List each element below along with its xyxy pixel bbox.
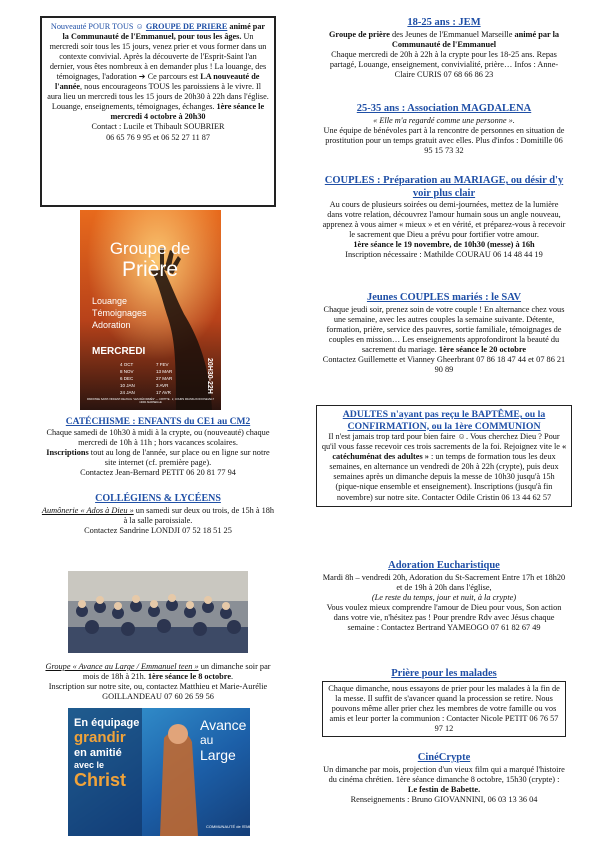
poster1-time: 20H30-22H [206, 358, 213, 394]
college-section: COLLÉGIENS & LYCÉENS Aumônerie « Ados à Dieu » un samedi sur deux ou trois, de 15h à 18h à la salle paroissiale. Contactez Sandrine LONDJI 07 52 18 51 25 [41, 493, 275, 535]
catechisme-section: CATÉCHISME : ENFANTS du CE1 au CM2 Chaque samedi de 10h30 à midi à la crypte, ou (nouveauté) chaque mercredi de 10h à 11h ; hors vacances scolaires. Inscriptions tout au long de l'année, sur place ou en ligne sur notre site internet (cf. première page). Contactez Jean-Bernard PETIT 06 20 81 77 94 [40, 417, 276, 478]
prayer-title: GROUPE DE PRIERE [145, 22, 228, 31]
svg-text:27 MAR: 27 MAR [156, 376, 173, 381]
poster2-left1: En équipage [74, 717, 140, 729]
svg-text:4 OCT: 4 OCT [120, 362, 134, 367]
prayer-phones: 06 65 76 9 95 et 06 52 27 11 87 [106, 132, 210, 142]
magdalena-title: 25-35 ans : Association MAGDALENA [356, 103, 532, 114]
youth-group-photo [68, 571, 248, 653]
poster1-line1: Groupe de [109, 239, 191, 258]
poster2-left5: Christ [74, 770, 127, 790]
poster1-item-3: Adoration [92, 320, 131, 330]
catechisme-title: CATÉCHISME : ENFANTS du CE1 au CM2 [65, 417, 251, 427]
avance-contact: Inscription sur notre site, ou, contactez Matthieu et Marie-Aurélie GOILLANDEAU 07 60 26 59 56 [48, 682, 268, 702]
svg-text:10 JAN: 10 JAN [120, 383, 135, 388]
cine-title: CinéCrypte [417, 752, 471, 763]
arrow-icon: ➔ [138, 72, 146, 82]
couples-section: COUPLES : Préparation au MARIAGE, ou désir d'y voir plus clair Au cours de plusieurs soirées ou demi-journées, mettez de la lumière dans votre relation, découvrez l'amour humain sous un angle nouveau, apprenez à vous aimer « mieux » et en vérité, et préparez-vous à recevoir le sacrement que Dieu a prévu pour fortifier votre amour. 1ère séance le 19 novembre, de 10h30 (messe) à 16h Inscription nécessaire : Mathilde COURAU 06 14 48 44 19 [322, 175, 566, 260]
poster1-line2: Prière [121, 258, 179, 281]
poster1-item-1: Louange [92, 296, 128, 306]
avance-au-large-poster [68, 708, 267, 836]
college-title: COLLÉGIENS & LYCÉENS [95, 493, 221, 504]
poster1-item-2: Témoignages [92, 308, 147, 318]
poster1-day: MERCREDI [92, 346, 146, 357]
jem-title: 18-25 ans : JEM [407, 17, 481, 28]
poster2-right2: au [200, 733, 214, 747]
svg-text:6 DEC: 6 DEC [120, 376, 134, 381]
svg-text:24 JAN: 24 JAN [120, 390, 135, 395]
prayer-group-box: Nouveauté POUR TOUS ☺ GROUPE DE PRIERE animé par la Communauté de l'Emmanuel, pour tous les âges. Un mercredi soir tous les 15 jours, venez prier et vous former dans un contexte convivial. Après la découverte de l'Esprit-Saint l'an dernier, vous êtes nombreux à en demander plus ! La louange, des témoignages, l'adoration ➔ Ce parcours est LA nouveauté de l'année, nous encourageons TOUS les paroissiens à le vivre. Il aura lieu un mercredi tous les 15 jours de 20h30 à 22h dans l'église. Louange, enseignements, témoignages, échanges. 1ère séance le mercredi 4 octobre à 20h30 Contact : Lucile et Thibault SOUBRIER 06 65 76 9 95 et 06 52 27 11 87 [40, 16, 276, 207]
magdalena-section: 25-35 ans : Association MAGDALENA « Elle m'a regardé comme une personne ». Une équipe de bénévoles part à la rencontre de personnes en situation de prostitution pour un temps gratuit avec elles. Plus d'infos : Domitille 06 95 15 73 32 [323, 103, 565, 155]
malades-title: Prière pour les malades [391, 668, 497, 679]
adultes-title: ADULTES n'ayant pas reçu le BAPTÊME, ou la CONFIRMATION, ou la 1ère COMMUNION [342, 409, 546, 432]
malades-box: Prière pour les malades Chaque dimanche, nous essayons de prier pour les malades à la fin de la messe. Il suffit de s'avancer quand la procession se retire. Nous pouvons même aller prier chez les membres de votre famille ou vos amis et leur porter la communion : Contacter Nicole PETIT 06 76 57 97 12 [318, 665, 570, 740]
sav-section: Jeunes COUPLES mariés : le SAV Chaque jeudi soir, prenez soin de votre couple ! En alternance chez vous une semaine, avec les autres couples la semaine suivante. Détente, formation, prière, service des pauvres, sortie familiale, témoignages de couples en mission… Les enseignements approfondiront la beauté du sacrement du mariage. 1ère séance le 20 octobre Contactez Guillemette et Vianney Gheerbrant 07 86 18 47 44 et 07 86 21 90 89 [322, 292, 566, 375]
couples-title: COUPLES : Préparation au MARIAGE, ou désir d'y voir plus clair [324, 175, 564, 199]
intro-label: Nouveauté POUR TOUS [50, 22, 134, 31]
adoration-section: Adoration Eucharistique Mardi 8h – vendredi 20h, Adoration du St-Sacrement Entre 17h et 18h20 et de 19h à 20h dans l'église, (Le reste du temps, jour et nuit, à la crypte) Vous voulez mieux comprendre l'amour de Dieu pour vous, Son action dans votre vie, n'hésitez pas ! Pour prendre Rdv avec Jésus chaque semaine : Contactez Bertrand YAMEOGO 07 61 82 67 49 [322, 560, 566, 632]
prayer-group-poster [80, 210, 221, 410]
poster2-left4: avec le [74, 760, 105, 770]
adoration-title: Adoration Eucharistique [388, 560, 500, 571]
poster2-footer: COMMUNAUTÉ de l'EMMANUEL [206, 824, 267, 829]
cinecrypte-section: CinéCrypte Un dimanche par mois, projection d'un vieux film qui a marqué l'histoire du cinéma chrétien. 1ère séance dimanche 8 octobre, 15h30 (crypte) : Le festin de Babette. Renseignements : Bruno GIOVANNINI, 06 03 13 36 04 [323, 752, 565, 804]
poster2-left3: en amitié [74, 747, 122, 759]
svg-text:3 AVR: 3 AVR [156, 383, 169, 388]
smile-icon: ☺ [135, 22, 144, 31]
svg-text:13 MAR: 13 MAR [156, 369, 173, 374]
prayer-contact: Contact : Lucile et Thibault SOUBRIER [91, 122, 225, 132]
prayer-body: Un mercredi soir tous les 15 jours, venez prier et vous former dans un contexte convivial. Après la découverte de l'Esprit-Saint l'an dernier, vous êtes nombreux à en demander plus ! La louange, des témoignages, l'adoration [49, 32, 267, 82]
sav-title: Jeunes COUPLES mariés : le SAV [366, 292, 522, 303]
svg-text:8 NOV: 8 NOV [120, 369, 134, 374]
svg-text:7 FEV: 7 FEV [156, 362, 169, 367]
poster2-right1: Avance [200, 717, 247, 733]
svg-text:17 AVR: 17 AVR [156, 390, 171, 395]
jem-section: 18-25 ans : JEM Groupe de prière des Jeunes de l'Emmanuel Marseille animé par la Communauté de l'Emmanuel Chaque mercredi de 20h à 22h à la crypte pour les 18-25 ans. Repas partagé, Louange, enseignement, convivialité, prière… Infos : Anne-Claire CURIS 07 68 66 86 23 [322, 17, 566, 80]
avance-au-large-section: Groupe « Avance au Large / Emmanuel teen » un dimanche soir par mois de 18h à 21h. 1ère séance le 8 octobre. Inscription sur notre site, ou, contactez Matthieu et Marie-Aurélie GOILLANDEAU 07 60 26 59 56 [40, 662, 276, 702]
adultes-box: ADULTES n'ayant pas reçu le BAPTÊME, ou la CONFIRMATION, ou la 1ère COMMUNION Il n'est jamais trop tard pour bien faire ☺. Vous cherchez Dieu ? Pour qu'il vous fasse recevoir ces trois sacrements de la foi. Rejoignez vite le « catéchuménat des adultes » : un temps de formation tous les deux semaines, en alternance un vendredi de 20h à 22h (crypte), puis deux semaines après un dimanche depuis la messe de 10h30 jusqu'à 15h (pique-nique ensemble et enseignement). Inscriptions (jusqu'à fin novembre) sur notre site. Contacter Odile Cristin 06 13 44 62 57 [316, 405, 572, 507]
poster1-address: PAROISSE SAINT-VINCENT-DE-PAUL "LES RÉFORMÉS" — CRYPTE · 2, COURS FRANKLIN ROOSEVELT 13001 MARSEILLE [86, 398, 215, 404]
poster2-right3: Large [200, 747, 236, 763]
college-contact: Contactez Sandrine LONDJI 07 52 18 51 25 [84, 525, 232, 535]
first-session: 1ère séance le mercredi 4 octobre à 20h30 [110, 102, 265, 122]
poster2-left2: grandir [74, 729, 126, 746]
catechisme-contact: Contactez Jean-Bernard PETIT 06 20 81 77 94 [80, 468, 236, 478]
